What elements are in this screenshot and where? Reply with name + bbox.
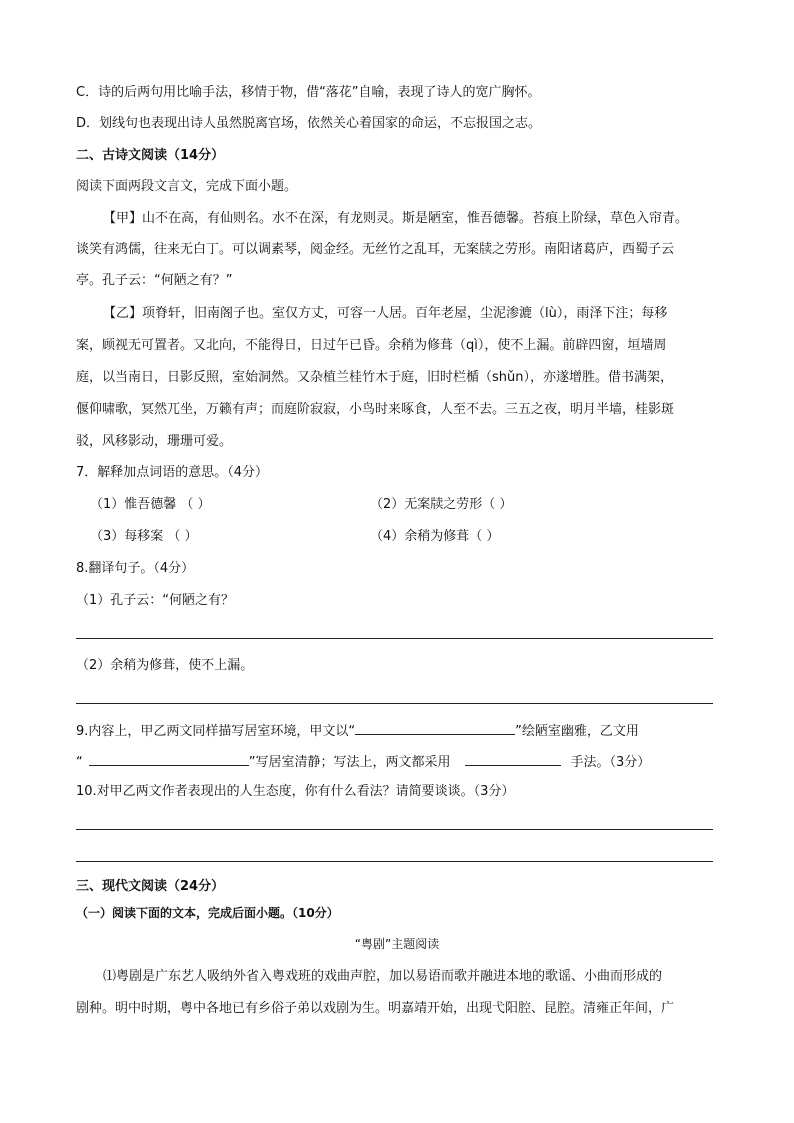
- option-d: D．划线句也表现出诗人虽然脱离官场，依然关心着国家的命运，不忘报国之志。: [76, 116, 542, 131]
- question-9-text-b: ”绘陋室幽雅，乙文用: [515, 724, 639, 739]
- passage-yi-line2: 案，顾视无可置者。又北向，不能得日，日过午已昏。余稍为修葺（qì），使不上漏。前辟四窗，垣墙周: [76, 338, 667, 353]
- section2-title: 二、古诗文阅读（14分）: [76, 148, 225, 163]
- question-9-text-e: 手法。（3分）: [570, 755, 651, 770]
- answer-line-8-2[interactable]: [76, 703, 713, 704]
- option-c: C．诗的后两句用比喻手法，移情于物，借“落花”自喻，表现了诗人的宽广胸怀。: [76, 85, 541, 100]
- passage-jia-line2: 谈笑有鸿儒，往来无白丁。可以调素琴，阅金经。无丝竹之乱耳，无案牍之劳形。南阳诸葛庐，西蜀子云: [76, 242, 675, 257]
- question-9-text-a: 9.内容上，甲乙两文同样描写居室环境，甲文以“: [76, 724, 356, 739]
- fill-blank-9-3[interactable]: [465, 753, 561, 766]
- question-8-stem: 8.翻译句子。（4分）: [76, 561, 195, 576]
- passage-yi-line5: 驳，风移影动，珊珊可爱。: [76, 434, 233, 449]
- article-para1-line1: ⑴粤剧是广东艺人吸纳外省入粤戏班的戏曲声腔，加以易语而歌并融进本地的歌谣、小曲而形成的: [103, 969, 663, 984]
- passage-jia-line3: 亭。孔子云：“何陋之有？”: [76, 273, 233, 288]
- question-7-item2: （2）无案牍之劳形（ ）: [370, 497, 513, 512]
- answer-line-10-1[interactable]: [76, 829, 713, 830]
- question-9-text-d: ”写居室清静；写法上，两文都采用: [248, 755, 451, 770]
- fill-blank-9-1[interactable]: [355, 722, 515, 735]
- question-7-stem: 7．解释加点词语的意思。（4分）: [76, 465, 269, 480]
- section3-title: 三、现代文阅读（24分）: [76, 879, 225, 894]
- answer-line-10-2[interactable]: [76, 861, 713, 862]
- passage-yi-line4: 偃仰啸歌，冥然兀坐，万籁有声；而庭阶寂寂，小鸟时来啄食，人至不去。三五之夜，明月半墙，桂影斑: [76, 402, 675, 417]
- section3-subtitle: （一）阅读下面的文本，完成后面小题。（10分）: [76, 906, 339, 920]
- question-9-line2: [76, 753, 650, 769]
- article-para1-line2: 剧种。明中时期，粤中各地已有乡俗子弟以戏剧为生。明嘉靖开始，出现弋阳腔、昆腔。清雍正年间，广: [76, 1001, 675, 1016]
- question-10: 10.对甲乙两文作者表现出的人生态度，你有什么看法？请简要谈谈。（3分）: [76, 784, 515, 799]
- section2-instruction: 阅读下面两段文言文，完成下面小题。: [76, 179, 298, 194]
- answer-line-8-1[interactable]: [76, 638, 713, 639]
- article-title: “粤剧”主题阅读: [354, 937, 440, 951]
- question-7-item1: （1）惟吾德馨 （ ）: [90, 497, 211, 512]
- question-7-item3: （3）每移案 （ ）: [90, 529, 198, 544]
- question-9-line1: [76, 722, 639, 738]
- passage-yi-line1: 【乙】项脊轩，旧南阁子也。室仅方丈，可容一人居。百年老屋，尘泥渗漉（lù），雨泽下注；每移: [103, 306, 668, 321]
- question-9-text-c: “: [76, 755, 83, 770]
- passage-yi-line3: 庭，以当南日，日影反照，室始洞然。又杂植兰桂竹木于庭，旧时栏楯（shǔn），亦遂增胜。借书满架，: [76, 370, 673, 385]
- question-8-sentence2: （2）余稍为修葺，使不上漏。: [76, 658, 254, 673]
- passage-jia-line1: 【甲】山不在高，有仙则名。水不在深，有龙则灵。斯是陋室，惟吾德馨。苔痕上阶绿，草色入帘青。: [103, 211, 689, 226]
- question-7-item4: （4）余稍为修葺（ ）: [370, 529, 500, 544]
- fill-blank-9-2[interactable]: [89, 753, 249, 766]
- question-8-sentence1: （1）孔子云：“何陋之有？: [76, 593, 235, 608]
